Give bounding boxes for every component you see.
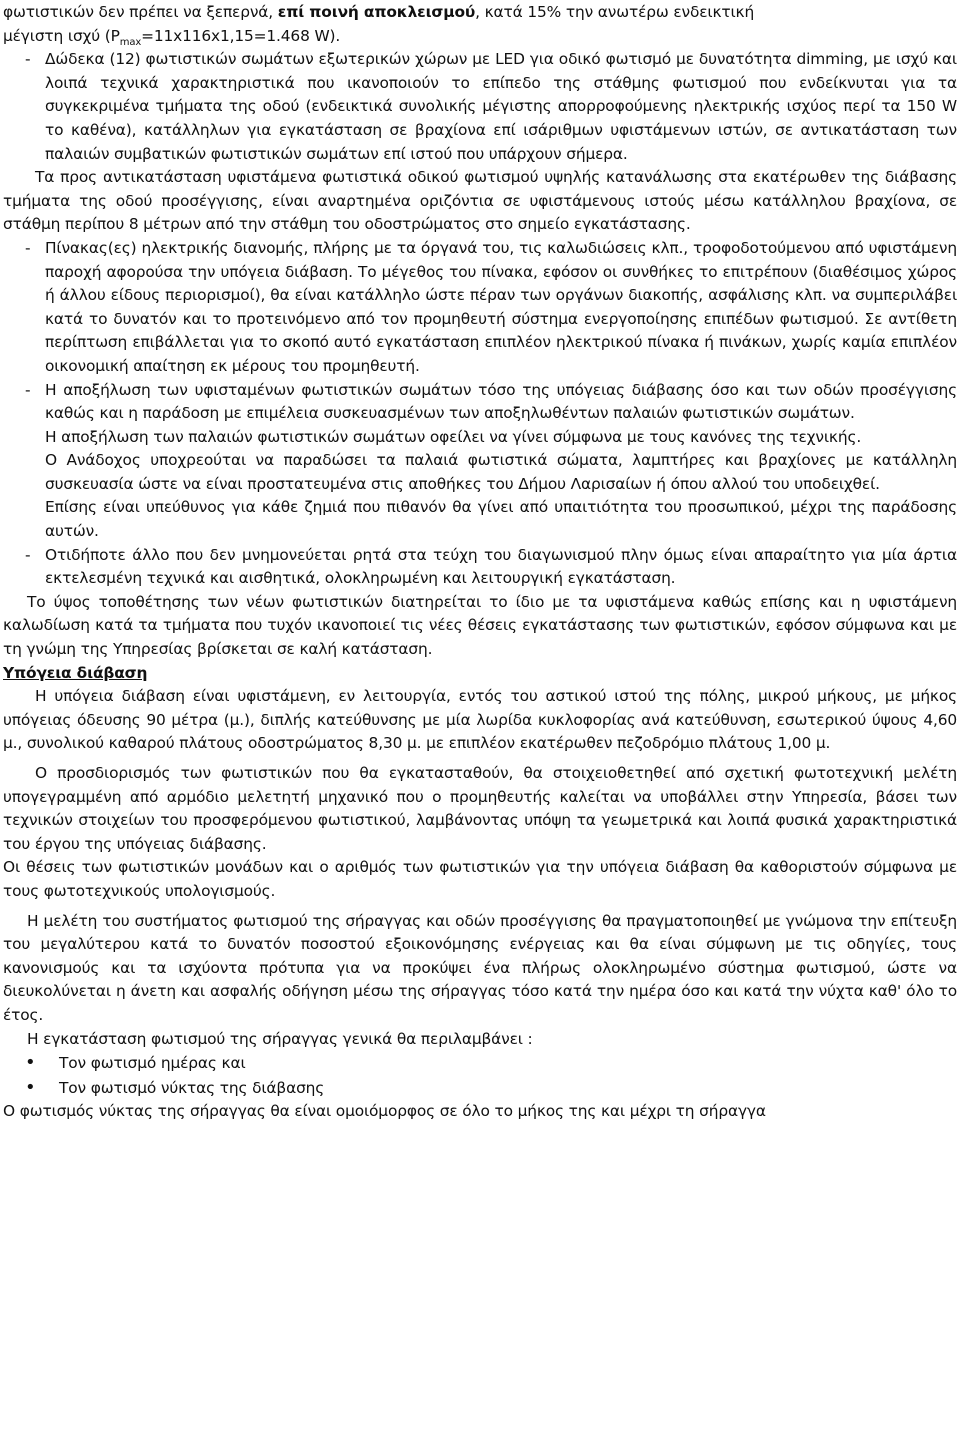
bold-text: επί ποινή αποκλεισμού (277, 3, 476, 21)
paragraph-power-limit (3, 1, 957, 48)
dash-marker: - (25, 380, 31, 399)
paragraph-determination: Ο προσδιορισμός των φωτιστικών που θα εγκατασταθούν, θα στοιχειοθετηθεί από σχετική φωτοτεχνική μελέτη υπογεγραμμένη από αρμόδιο μελετητή μηχανικό που ο προμηθευτής καλείται να υποβάλλει στην Υπηρεσία, βάσει των τεχνικών στοιχείων του προσφερόμενου φωτιστικού, λαμβάνοντας υπόψη τα γεωμετρικά και λοιπά φυσικά χαρακτηριστικά του έργου της υπόγειας διάβασης. (3, 764, 957, 853)
text: μέγιστη ισχύ (P (3, 26, 120, 45)
heading-text: Υπόγεια διάβαση (3, 663, 148, 682)
list-continuation: Η αποξήλωση των παλαιών φωτιστικών σωμάτων οφείλει να γίνει σύμφωνα με τους κανόνες της τεχνικής. (45, 427, 862, 446)
bullet-text: Τον φωτισμό ημέρας και (59, 1054, 246, 1073)
subscript: max (119, 36, 142, 48)
list-item-luminaires (3, 48, 957, 166)
bullet-marker: • (25, 1052, 36, 1074)
dash-marker: - (25, 545, 31, 564)
list-item-text: Η αποξήλωση των υφισταμένων φωτιστικών σωμάτων τόσο της υπόγειας διάβασης όσο και των οδών προσέγγισης καθώς και η παράδοση με επιμέλεια συσκευασμένων των αποξηλωθέντων παλαιών φωτιστικών σωμάτων. (45, 380, 957, 423)
list-continuation: Ο Ανάδοχος υποχρεούται να παραδώσει τα παλαιά φωτιστικά σώματα, λαμπτήρες και βραχίονες με κατάλληλη συσκευασία ώστε να είναι προστατευμένα στις αποθήκες του Δήμου Λαρισαίων ή όπου αλλού του υποδειχθεί. (45, 451, 957, 493)
list-item-other (3, 544, 957, 591)
list-item-panel (3, 237, 957, 379)
paragraph-replacement: Τα προς αντικατάσταση υφιστάμενα φωτιστικά οδικού φωτισμού υψηλής κατανάλωσης στα εκατέρωθεν της διάβασης τμήματα της οδού προσέγγισης, είναι αναρτημένα οριζόντια σε υφιστάμενους ιστούς μέσω κατάλληλου βραχίονα, σε στάθμη περίπου 8 μέτρων από την στάθμη του οδοστρώματος στο σημείο εγκατάστασης. (3, 168, 957, 234)
bullet-item (3, 1076, 957, 1101)
list-item-text: Πίνακας(ες) ηλεκτρικής διανομής, πλήρης με τα όργανά του, τις καλωδιώσεις κλπ., τροφοδοτούμενου από υφιστάμενη παροχή αφορούσα την υπόγεια διάβαση. Το μέγεθος του πίνακα, εφόσον οι συνθήκες το επιτρέπουν (διαθέσιμος χώρος ή άλλου είδους περιορισμοί), θα είναι κατάλληλο ώστε πέραν των οργάνων διακοπής, ασφάλισης κλπ. να συμπεριλάβει κατά το δυνατόν και το προτεινόμενο από τον προμηθευτή σύστημα ενεργοποίησης επιπέδων φωτισμού. Σε αντίθετη περίπτωση επιβάλλεται για το σκοπό αυτό εγκατάσταση επιπλέον ηλεκτρικού πίνακα ή πινάκων, χωρίς καμία επιπλέον οικονομική απαίτηση εκ μέρους του προμηθευτή. (45, 238, 957, 375)
text: φωτιστικών δεν πρέπει να ξεπερνά, (3, 3, 278, 21)
paragraph-installation: Η εγκατάσταση φωτισμού της σήραγγας γενικά θα περιλαμβάνει : (27, 1029, 533, 1048)
bullet-item (3, 1051, 957, 1076)
bullet-marker: • (25, 1076, 36, 1098)
list-continuation: Επίσης είναι υπεύθυνος για κάθε ζημιά που πιθανόν θα γίνει από υπαιτιότητα του προσωπικού, μέχρι της παράδοσης αυτών. (45, 498, 957, 541)
paragraph-night-lighting: Ο φωτισμός νύκτας της σήραγγας θα είναι ομοιόμορφος σε όλο το μήκος της και μέχρι τη σήραγγα (3, 1102, 766, 1121)
text: , κατά 15% την ανωτέρω ενδεικτική (475, 3, 755, 21)
text: =11x116x1,15=1.468 W). (141, 26, 341, 45)
section-heading (3, 662, 957, 686)
paragraph-height: Το ύψος τοποθέτησης των νέων φωτιστικών διατηρείται το ίδιο με τα υφιστάμενα καθώς επίσης και η υφιστάμενη καλωδίωση κατά τα τμήματα που τυχόν ικανοποιεί τις νέες θέσεις εγκατάστασης των φωτιστικών, εφόσον σύμφωνα και με τη γνώμη της Υπηρεσίας βρίσκεται σε καλή κατάσταση. (3, 592, 957, 659)
list-item-removal (3, 379, 957, 426)
list-item-text: Δώδεκα (12) φωτιστικών σωμάτων εξωτερικών χώρων με LED για οδικό φωτισμό με δυνατότητα dimming, με ισχύ και λοιπά τεχνικά χαρακτηριστικά που ικανοποιούν το επίπεδο της στάθμης φωτισμού που ενδείκνυται για τα συγκεκριμένα τμήματα της οδού (ενδεικτικά συνολικής μέγιστης απορροφούμενης ηλεκτρικής ισχύος περί τα 150 W το καθένα), κατάλληλων για εγκατάσταση σε βραχίονα επί ισάριθμων υφιστάμενων ιστών, σε αντικατάσταση των παλαιών συμβατικών φωτιστικών σωμάτων επί ιστού που υπάρχουν σήμερα. (45, 50, 957, 163)
dash-marker: - (25, 50, 31, 69)
paragraph-positions: Οι θέσεις των φωτιστικών μονάδων και ο αριθμός των φωτιστικών για την υπόγεια διάβαση θα καθοριστούν σύμφωνα με τους φωτοτεχνικούς υπολογισμούς. (3, 858, 957, 900)
paragraph-underpass: Η υπόγεια διάβαση είναι υφιστάμενη, εν λειτουργία, εντός του αστικού ιστού της πόλης, μικρού μήκους, με μήκος υπόγειας όδευσης 90 μέτρα (μ.), διπλής κατεύθυνσης με μία λωρίδα κυκλοφορίας ανά κατεύθυνση, εσωτερικού ύψους 4,60 μ., συνολικού καθαρού πλάτους οδοστρώματος 8,30 μ. με επιπλέον εκατέρωθεν πεζοδρόμιο πλάτους 1,00 μ. (3, 687, 957, 753)
list-item-text: Οτιδήποτε άλλο που δεν μνημονεύεται ρητά στα τεύχη του διαγωνισμού πλην όμως είναι απαραίτητο για μία άρτια εκτελεσμένη τεχνικά και αισθητικά, ολοκληρωμένη και λειτουργική εγκατάσταση. (45, 545, 957, 588)
bullet-text: Τον φωτισμό νύκτας της διάβασης (59, 1078, 325, 1097)
paragraph-study: Η μελέτη του συστήματος φωτισμού της σήραγγας και οδών προσέγγισης θα πραγματοποιηθεί με γνώμονα την επίτευξη του μεγαλύτερου κατά το δυνατόν ποσοστού εξοικονόμησης ενέργειας και θα είναι σύμφωνη με τις οδηγίες, τους κανονισμούς και τα ισχύοντα πρότυπα για να προκύψει ένα πλήρως ολοκληρωμένο σύστημα φωτισμού, ώστε να διευκολύνεται η άνετη και ασφαλής οδήγηση μέσω της σήραγγας τόσο κατά την ημέρα όσο και κατά την νύχτα καθ' όλο το έτος. (3, 911, 957, 1024)
dash-marker: - (25, 238, 31, 257)
